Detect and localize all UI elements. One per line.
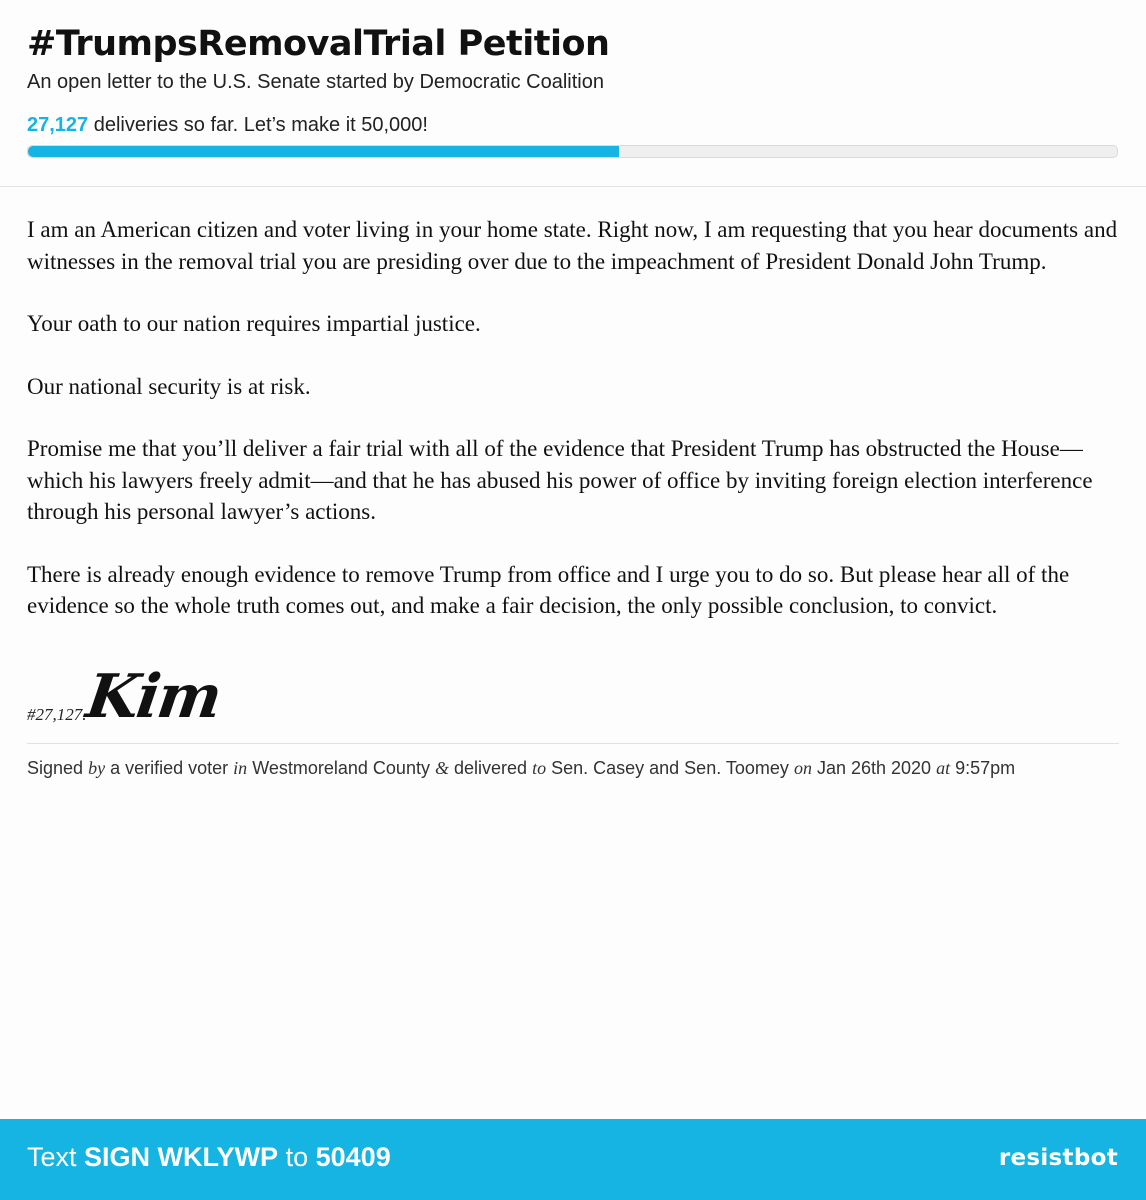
petition-title: #TrumpsRemovalTrial Petition bbox=[27, 24, 610, 64]
letter-paragraph: Promise me that you’ll deliver a fair trial with all of the evidence that President Trump has obstructed the House—which his lawyers freely admit—and that he has abused his power of office by inviting foreign election interference through his personal lawyer’s actions. bbox=[27, 436, 1093, 524]
signed-info bbox=[27, 754, 1119, 782]
connector-on: on bbox=[793, 758, 812, 778]
resistbot-logo: resistbot bbox=[998, 1145, 1118, 1171]
delivery-goal-text: deliveries so far. Let’s make it 50,000! bbox=[88, 114, 428, 136]
connector-in: in bbox=[233, 758, 248, 778]
delivered-label: delivered bbox=[454, 758, 528, 778]
delivery-count: 27,127 bbox=[27, 114, 89, 136]
petition-subtitle: An open letter to the U.S. Senate started by Democratic Coalition bbox=[27, 71, 604, 93]
delivery-progress-fill bbox=[28, 146, 619, 157]
delivery-progress-text bbox=[27, 114, 428, 137]
signed-label: Signed bbox=[27, 758, 84, 778]
signature-number: #27,127. bbox=[27, 705, 87, 724]
signature-name: Kim bbox=[82, 662, 225, 732]
footer-bar bbox=[0, 1119, 1146, 1200]
letter-paragraph: I am an American citizen and voter living in your home state. Right now, I am requesting that you hear documents and witnesses in the removal trial you are presiding over due to the impeachment of President Donald John Trump. bbox=[27, 217, 1118, 274]
delivery-progress-bar bbox=[27, 145, 1118, 158]
connector-at: at bbox=[936, 758, 951, 778]
petition-header bbox=[0, 0, 1146, 187]
cta-keyword: SIGN WKLYWP bbox=[84, 1142, 279, 1172]
signed-date: Jan 26th 2020 bbox=[816, 758, 932, 778]
petition-letter bbox=[27, 214, 1119, 653]
connector-amp: & bbox=[434, 758, 449, 778]
signed-time: 9:57pm bbox=[955, 758, 1016, 778]
signature-block bbox=[27, 662, 1119, 744]
signer-description: a verified voter bbox=[110, 758, 229, 778]
recipients: Sen. Casey and Sen. Toomey bbox=[551, 758, 789, 778]
text-to-sign-cta bbox=[27, 1142, 391, 1173]
cta-to: to bbox=[285, 1142, 309, 1172]
letter-paragraph: Your oath to our nation requires impartial justice. bbox=[27, 311, 481, 336]
letter-paragraph: There is already enough evidence to remove Trump from office and I urge you to do so. But please hear all of the evidence so the whole truth comes out, and make a fair decision, the only possible conclusion, to convict. bbox=[27, 561, 1070, 618]
cta-number: 50409 bbox=[315, 1142, 391, 1172]
connector-to: to bbox=[532, 758, 547, 778]
signer-location: Westmoreland County bbox=[252, 758, 430, 778]
letter-paragraph: Our national security is at risk. bbox=[27, 373, 311, 399]
connector-by: by bbox=[88, 758, 106, 778]
cta-prefix: Text bbox=[27, 1142, 77, 1172]
